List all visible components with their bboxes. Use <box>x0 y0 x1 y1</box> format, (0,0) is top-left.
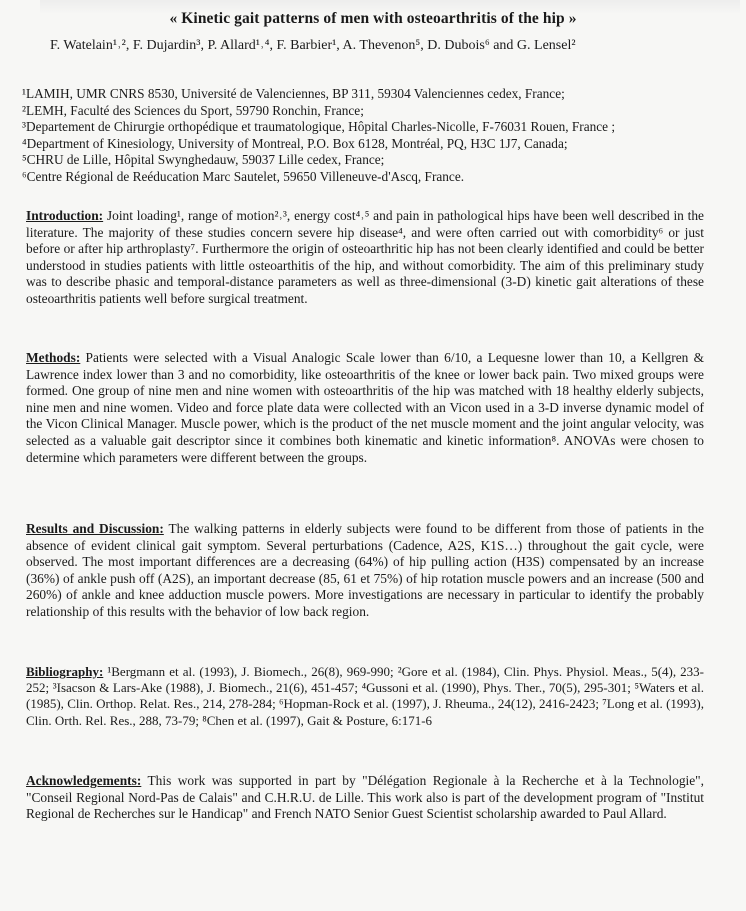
bibliography-text: ¹Bergmann et al. (1993), J. Biomech., 26(8), 969-990; ²Gore et al. (1984), Clin. Phys. Physiol. Meas., 5(4), 233-252; ³Isacson & Lars-Ake (1988), J. Biomech., 21(6), 451-457; ⁴Gussoni et al. (1990), Phys. Ther., 70(5), 295-301; ⁵Waters et al. (1985), Clin. Orthop. Relat. Res., 214, 278-284; ⁶Hopman-Rock et al. (1997), J. Rheuma., 24(12), 2416-2423; ⁷Long et al. (1993), Clin. Orth. Rel. Res., 288, 73-79; ⁸Chen et al. (1997), Gait & Posture, 6:171-6 <box>26 664 704 728</box>
results-heading: Results and Discussion: <box>26 521 164 536</box>
bibliography-heading: Bibliography: <box>26 664 104 679</box>
acknowledgements-section <box>26 773 704 823</box>
affiliation-2: ²LEMH, Faculté des Sciences du Sport, 59790 Ronchin, France; <box>22 102 364 118</box>
acknowledgements-text: This work was supported in part by "Délégation Regionale à la Recherche et à la Technologie", "Conseil Regional Nord-Pas de Calais" and C.H.R.U. de Lille. This work also is part of the development program of "Institut Regional de Recherches sur le Handicap" and French NATO Senior Guest Scientist scholarship awarded to Paul Allard. <box>26 773 704 822</box>
paper-title: « Kinetic gait patterns of men with osteoarthritis of the hip » <box>169 10 577 27</box>
results-section <box>26 521 704 621</box>
author-list: F. Watelain¹˒², F. Dujardin³, P. Allard¹˒⁴, F. Barbier¹, A. Thevenon⁵, D. Dubois⁶ and G. Lensel² <box>50 38 576 53</box>
results-text: The walking patterns in elderly subjects were found to be different from those of patients in the absence of evident clinical gait symptom. Several perturbations (Cadence, A2S, K1S…) throughout the gait cycle, were observed. The most important differences are a decreasing (64%) of hip pulling action (H3S) compensated by an increase (36%) of ankle push off (A2S), an important decrease (85, 61 et 75%) of hip rotation muscle powers and an increase (500 and 260%) of ankle and knee adduction muscle powers. More investigations are necessary in particular to identify the probably relationship of this results with the behavior of low back region. <box>26 521 704 619</box>
methods-text: Patients were selected with a Visual Analogic Scale lower than 6/10, a Lequesne lower than 10, a Kellgren & Lawrence index lower than 3 and no comorbidity, like osteoarthritis of the knee or lower back pain. Two mixed groups were formed. One group of nine men and nine women with osteoarthritis of the hip was matched with 18 healthy elderly subjects, nine men and nine women. Video and force plate data were collected with an Vicon used in a 3-D inverse dynamic model of the Vicon Clinical Manager. Muscle power, which is the product of the net muscle moment and the joint angular velocity, was selected as a valuable gait descriptor since it combines both kinematic and kinetic information⁸. ANOVAs were chosen to determine which parameters were different between the groups. <box>26 350 704 465</box>
introduction-text: Joint loading¹, range of motion²˒³, energy cost⁴˒⁵ and pain in pathological hips have been well described in the literature. The majority of these studies concern severe hip disease⁴, and were often carried out with comorbidity⁶ or just before or after hip arthroplasty⁷. Furthermore the origin of osteoarthritic hip has not been clearly identified and could be better understood in studies patients with little osteoarthitis of the hip, and without comorbidity. The aim of this preliminary study was to describe phasic and temporal-distance parameters as well as three-dimensional (3-D) kinetic gait alterations of these osteoarthritis patients well before surgical treatment. <box>26 208 704 306</box>
affiliation-list <box>22 86 737 186</box>
introduction-heading: Introduction: <box>26 208 104 223</box>
methods-section <box>26 350 704 466</box>
affiliation-6: ⁶Centre Régional de Reéducation Marc Sautelet, 59650 Villeneuve-d'Ascq, France. <box>22 168 465 184</box>
introduction-section <box>26 208 704 308</box>
methods-heading: Methods: <box>26 350 81 365</box>
affiliation-5: ⁵CHRU de Lille, Hôpital Swynghedauw, 59037 Lille cedex, France; <box>22 152 385 168</box>
affiliation-1: ¹LAMIH, UMR CNRS 8530, Université de Valenciennes, BP 311, 59304 Valenciennes cedex, France; <box>22 86 565 101</box>
bibliography-section <box>26 664 704 729</box>
acknowledgements-heading: Acknowledgements: <box>26 773 142 788</box>
affiliation-3: ³Departement de Chirurgie orthopédique et traumatologique, Hôpital Charles-Nicolle, F-76031 Rouen, France ; <box>22 119 616 135</box>
affiliation-4: ⁴Department of Kinesiology, University of Montreal, P.O. Box 6128, Montréal, PQ, H3C 1J7, Canada; <box>22 135 568 151</box>
